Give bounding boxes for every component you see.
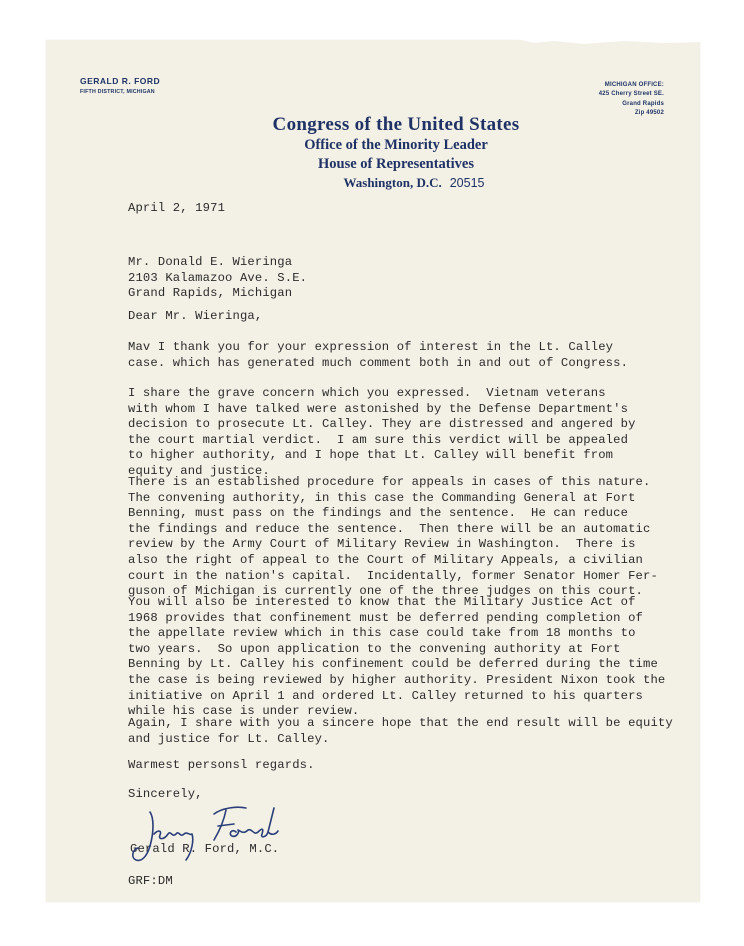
sender-name: GERALD R. FORD <box>80 76 161 86</box>
text-line: court in the nation's capital. Incidentally, former Senator Homer Fer- <box>128 568 658 583</box>
typist-initials: GRF:DM <box>128 874 173 888</box>
text-line: You will also be interested to know that the Military Justice Act of <box>128 595 636 609</box>
text-line: review by the Army Court of Military Review in Washington. There is <box>128 537 636 552</box>
office-street: 425 Cherry Street SE. <box>598 91 664 98</box>
letter-sheet <box>46 40 700 902</box>
letter-date: April 2, 1971 <box>128 201 226 215</box>
text-line: Benning by Lt. Calley his confinement could be deferred during the time <box>128 657 658 672</box>
text-line: two years. So upon application to the convening authority at Fort <box>128 641 621 656</box>
paragraph-4 <box>128 595 665 720</box>
salutation: Dear Mr. Wieringa, <box>128 309 263 323</box>
sender-district: FIFTH DISTRICT, MICHIGAN <box>80 89 155 95</box>
letterhead-title <box>196 114 596 192</box>
paragraph-1 <box>128 340 628 371</box>
office-zip: Zip 49502 <box>634 109 664 116</box>
text-line: the court martial verdict. I am sure this verdict will be appealed <box>128 432 629 447</box>
letterhead-congress: Congress of the United States <box>272 114 520 135</box>
closing-line: Sincerely, <box>128 787 203 801</box>
text-line: and justice for Lt. Calley. <box>128 731 330 746</box>
text-line: Benning, must pass on the findings and the sentence. He can reduce <box>128 506 629 521</box>
recipient-address <box>128 255 307 302</box>
text-line: case. which has generated much comment both in and out of Congress. <box>128 355 629 370</box>
text-line: with whom I have talked were astonished by the Defense Department's <box>128 401 629 416</box>
letterhead-sender <box>80 76 160 95</box>
text-line: guson of Michigan is currently one of the three judges on this court. <box>128 584 643 599</box>
paragraph-5 <box>128 716 673 747</box>
text-line: the appellate review which in this case could take from 18 months to <box>128 626 636 641</box>
letterhead-office: Office of the Minority Leader <box>304 137 488 153</box>
handwritten-signature <box>128 798 308 870</box>
signatory-name: Gerald R. Ford, M.C. <box>130 842 280 856</box>
text-line: decision to prosecute Lt. Calley. They are distressed and angered by <box>128 417 636 432</box>
text-line: also the right of appeal to the Court of Military Appeals, a civilian <box>128 552 643 567</box>
recipient-line: Mr. Donald E. Wieringa <box>128 255 293 269</box>
office-label: MICHIGAN OFFICE: <box>604 82 664 88</box>
torn-corner <box>514 39 704 57</box>
letterhead-city-line <box>196 174 596 192</box>
text-line: Mav I thank you for your expression of interest in the Lt. Calley <box>128 340 614 354</box>
text-line: The convening authority, in this case the Commanding General at Fort <box>128 490 636 505</box>
paragraph-3 <box>128 475 658 600</box>
paragraph-2 <box>128 386 636 480</box>
text-line: the findings and reduce the sentence. Then there will be an automatic <box>128 521 651 536</box>
letterhead-zip: 20515 <box>449 176 485 190</box>
text-line: initiative on April 1 and ordered Lt. Calley returned to his quarters <box>128 688 643 703</box>
text-line: while his case is under review. <box>128 704 360 719</box>
office-city: Grand Rapids <box>622 100 664 107</box>
text-line: equity and justice. <box>128 463 270 478</box>
letterhead-office-address <box>599 81 664 118</box>
text-line: 1968 provides that confinement must be deferred pending completion of <box>128 610 643 625</box>
regards-line: Warmest personsl regards. <box>128 758 315 772</box>
text-line: There is an established procedure for appeals in cases of this nature. <box>128 475 651 489</box>
text-line: the case is being reviewed by higher authority. President Nixon took the <box>128 672 666 687</box>
text-line: Again, I share with you a sincere hope that the end result will be equity <box>128 716 673 730</box>
recipient-line: Grand Rapids, Michigan <box>128 286 293 301</box>
recipient-line: 2103 Kalamazoo Ave. S.E. <box>128 270 308 285</box>
letterhead-city: Washington, D.C. <box>343 175 442 190</box>
text-line: I share the grave concern which you expressed. Vietnam veterans <box>128 386 606 400</box>
text-line: to higher authority, and I hope that Lt. Calley will benefit from <box>128 448 614 463</box>
letterhead-house: House of Representatives <box>318 156 474 172</box>
